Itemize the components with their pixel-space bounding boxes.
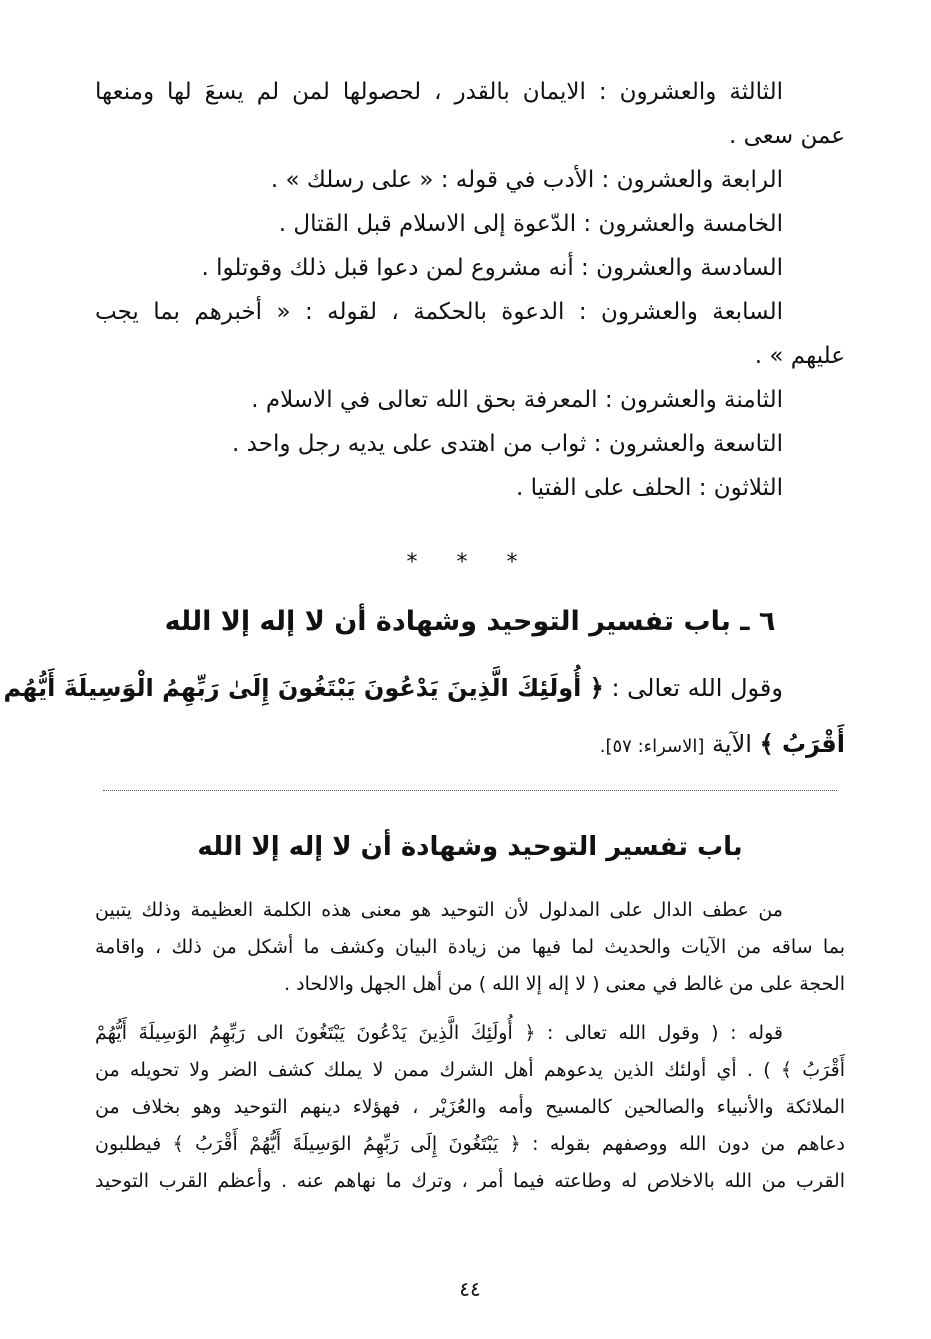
verse-quote-part-1: ﴿ أُولَئِكَ الَّذِينَ يَدْعُونَ يَبْتَغُونَ إِلَىٰ رَبِّهِمُ الْوَسِيلَةَ أَيُّهُم xyxy=(3,674,604,702)
lesson-line-1: الثالثة والعشرون : الايمان بالقدر ، لحصولها لمن لم يسعَ لها ومنعها xyxy=(95,79,783,105)
commentary-line-6: أَقْرَبُ ﴾ ) . أي أولئك الذين يدعوهم أهل الشرك ممن لا يملك كشف الضر ولا تحويله من xyxy=(95,1059,845,1081)
section-separator: * * * xyxy=(406,550,534,575)
verse-aya-label: الآية xyxy=(704,730,760,758)
chapter-title: ٦ ـ باب تفسير التوحيد وشهادة أن لا إله إلا الله xyxy=(164,606,776,637)
book-page xyxy=(3,70,845,1320)
lesson-line-4: الخامسة والعشرون : الدّعوة إلى الاسلام قبل القتال . xyxy=(278,211,783,237)
commentary-line-9: القرب من الله بالاخلاص له وطاعته فيما أمر ، وترك ما نهاهم عنه . وأعظم القرب التوحيد xyxy=(95,1170,845,1192)
section-title: باب تفسير التوحيد وشهادة أن لا إله إلا الله xyxy=(197,832,743,862)
lessons-list xyxy=(95,70,845,510)
lesson-line-8: الثامنة والعشرون : المعرفة بحق الله تعالى في الاسلام . xyxy=(251,387,783,413)
paragraph-gap xyxy=(95,1003,845,1015)
verse-quote-part-2: أَقْرَبُ ﴾ xyxy=(759,730,845,758)
dotted-divider xyxy=(103,790,837,791)
commentary-line-1: من عطف الدال على المدلول لأن التوحيد هو معنى هذه الكلمة العظيمة وذلك يتبين xyxy=(95,899,783,921)
commentary-line-2: بما ساقه من الآيات والحديث لما فيها من زيادة البيان وكشف ما أشكل من ذلك ، واقامة xyxy=(95,936,845,958)
verse-intro: وقول الله تعالى : xyxy=(603,674,783,702)
verse-line-2 xyxy=(95,716,845,772)
lesson-line-9: التاسعة والعشرون : ثواب من اهتدى على يديه رجل واحد . xyxy=(232,431,783,457)
lesson-line-7: عليهم » . xyxy=(754,343,845,369)
verse-reference: [الاسراء: ٥٧]. xyxy=(599,736,705,757)
quran-verse-block xyxy=(3,660,845,772)
commentary-text xyxy=(95,892,845,1200)
commentary-line-3: الحجة على من غالط في معنى ( لا إله إلا الله ) من أهل الجهل والالحاد . xyxy=(284,973,845,995)
lesson-line-2: عمن سعى . xyxy=(729,123,845,149)
commentary-line-5: قوله : ( وقول الله تعالى : ﴿ أُولَئِكَ الَّذِينَ يَدْعُونَ يَبْتَغُونَ الى رَبِّهِمُ الوَسِيلَةَ أَيُّهُمْ xyxy=(95,1022,783,1044)
verse-line-1 xyxy=(3,660,845,716)
lesson-line-6: السابعة والعشرون : الدعوة بالحكمة ، لقوله : « أخبرهم بما يجب xyxy=(95,299,783,325)
page-number: ٤٤ xyxy=(459,1277,481,1301)
lesson-line-5: السادسة والعشرون : أنه مشروع لمن دعوا قبل ذلك وقوتلوا . xyxy=(201,255,783,281)
lesson-line-3: الرابعة والعشرون : الأدب في قوله : « على رسلك » . xyxy=(270,167,783,193)
commentary-line-8: دعاهم من دون الله ووصفهم بقوله : ﴿ يَبْتَغُونَ إِلَى رَبِّهِمُ الوَسِيلَةَ أَيُّهُمْ أَقْرَبُ ﴾ فيطلبون xyxy=(95,1133,845,1155)
lesson-line-10: الثلاثون : الحلف على الفتيا . xyxy=(516,475,783,501)
commentary-line-7: الملائكة والأنبياء والصالحين كالمسيح وأمه والعُزَيْر ، فهؤلاء دينهم التوحيد وهو بخلاف من xyxy=(95,1096,845,1118)
